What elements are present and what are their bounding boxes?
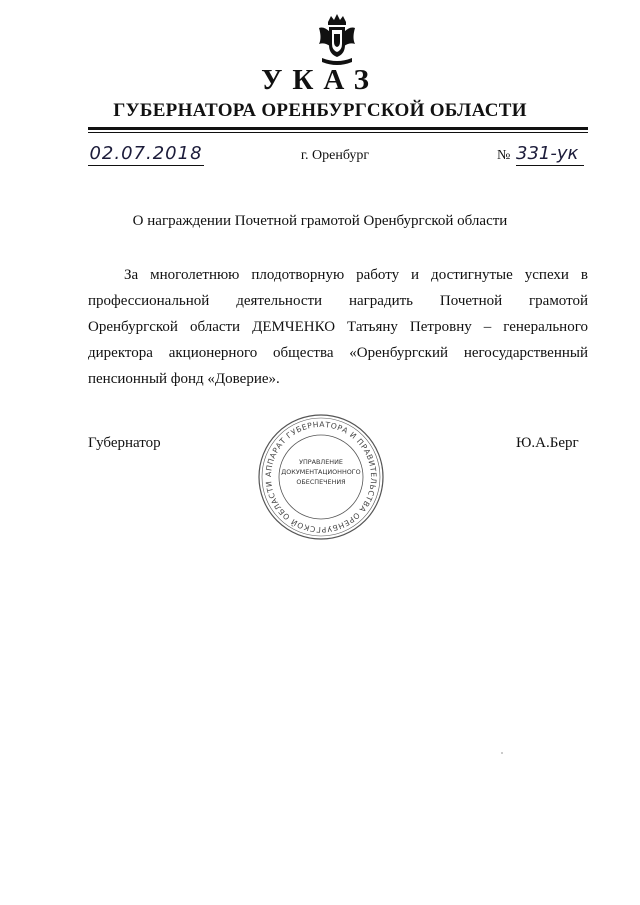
document-body [88,262,588,392]
coat-of-arms-icon [316,12,358,66]
document-number: 331-ук [516,143,584,166]
stamp-line-1: УПРАВЛЕНИЕ [299,458,343,466]
number-sign: № [497,148,511,163]
header-rule-thick [88,127,588,130]
document-title: УКАЗ [261,64,379,96]
signature-role: Губернатор [88,435,161,451]
svg-text:АППАРАТ ГУБЕРНАТОРА И ПРАВИТЕЛ [264,420,378,534]
document-date: 02.07.2018 [89,143,203,164]
document-city: г. Оренбург [300,148,370,163]
stamp-outer-text: АППАРАТ ГУБЕРНАТОРА И ПРАВИТЕЛЬСТВА ОРЕНБУРГСКОЙ ОБЛАСТИ [263,419,379,535]
signature-name: Ю.А.Берг [516,435,579,451]
header-rule-thin [88,132,588,133]
document-subtitle: ГУБЕРНАТОРА ОРЕНБУРГСКОЙ ОБЛАСТИ [113,100,527,121]
stamp-line-3: ОБЕСПЕЧЕНИЯ [296,478,346,486]
document-heading: О награждении Почетной грамотой Оренбургской области [132,213,508,229]
stamp-line-2: ДОКУМЕНТАЦИОННОГО [281,468,361,476]
scan-speck [501,752,503,754]
body-paragraph: За многолетнюю плодотворную работу и достигнутые успехи в профессиональной деятельности наградить Почетной грамотой Оренбургской области ДЕМЧЕНКО Татьяну Петровну – генерального директора акционерного общества «Оренбургский негосударственный пенсионный фонд «Доверие». [88,267,588,387]
official-stamp [256,412,386,542]
